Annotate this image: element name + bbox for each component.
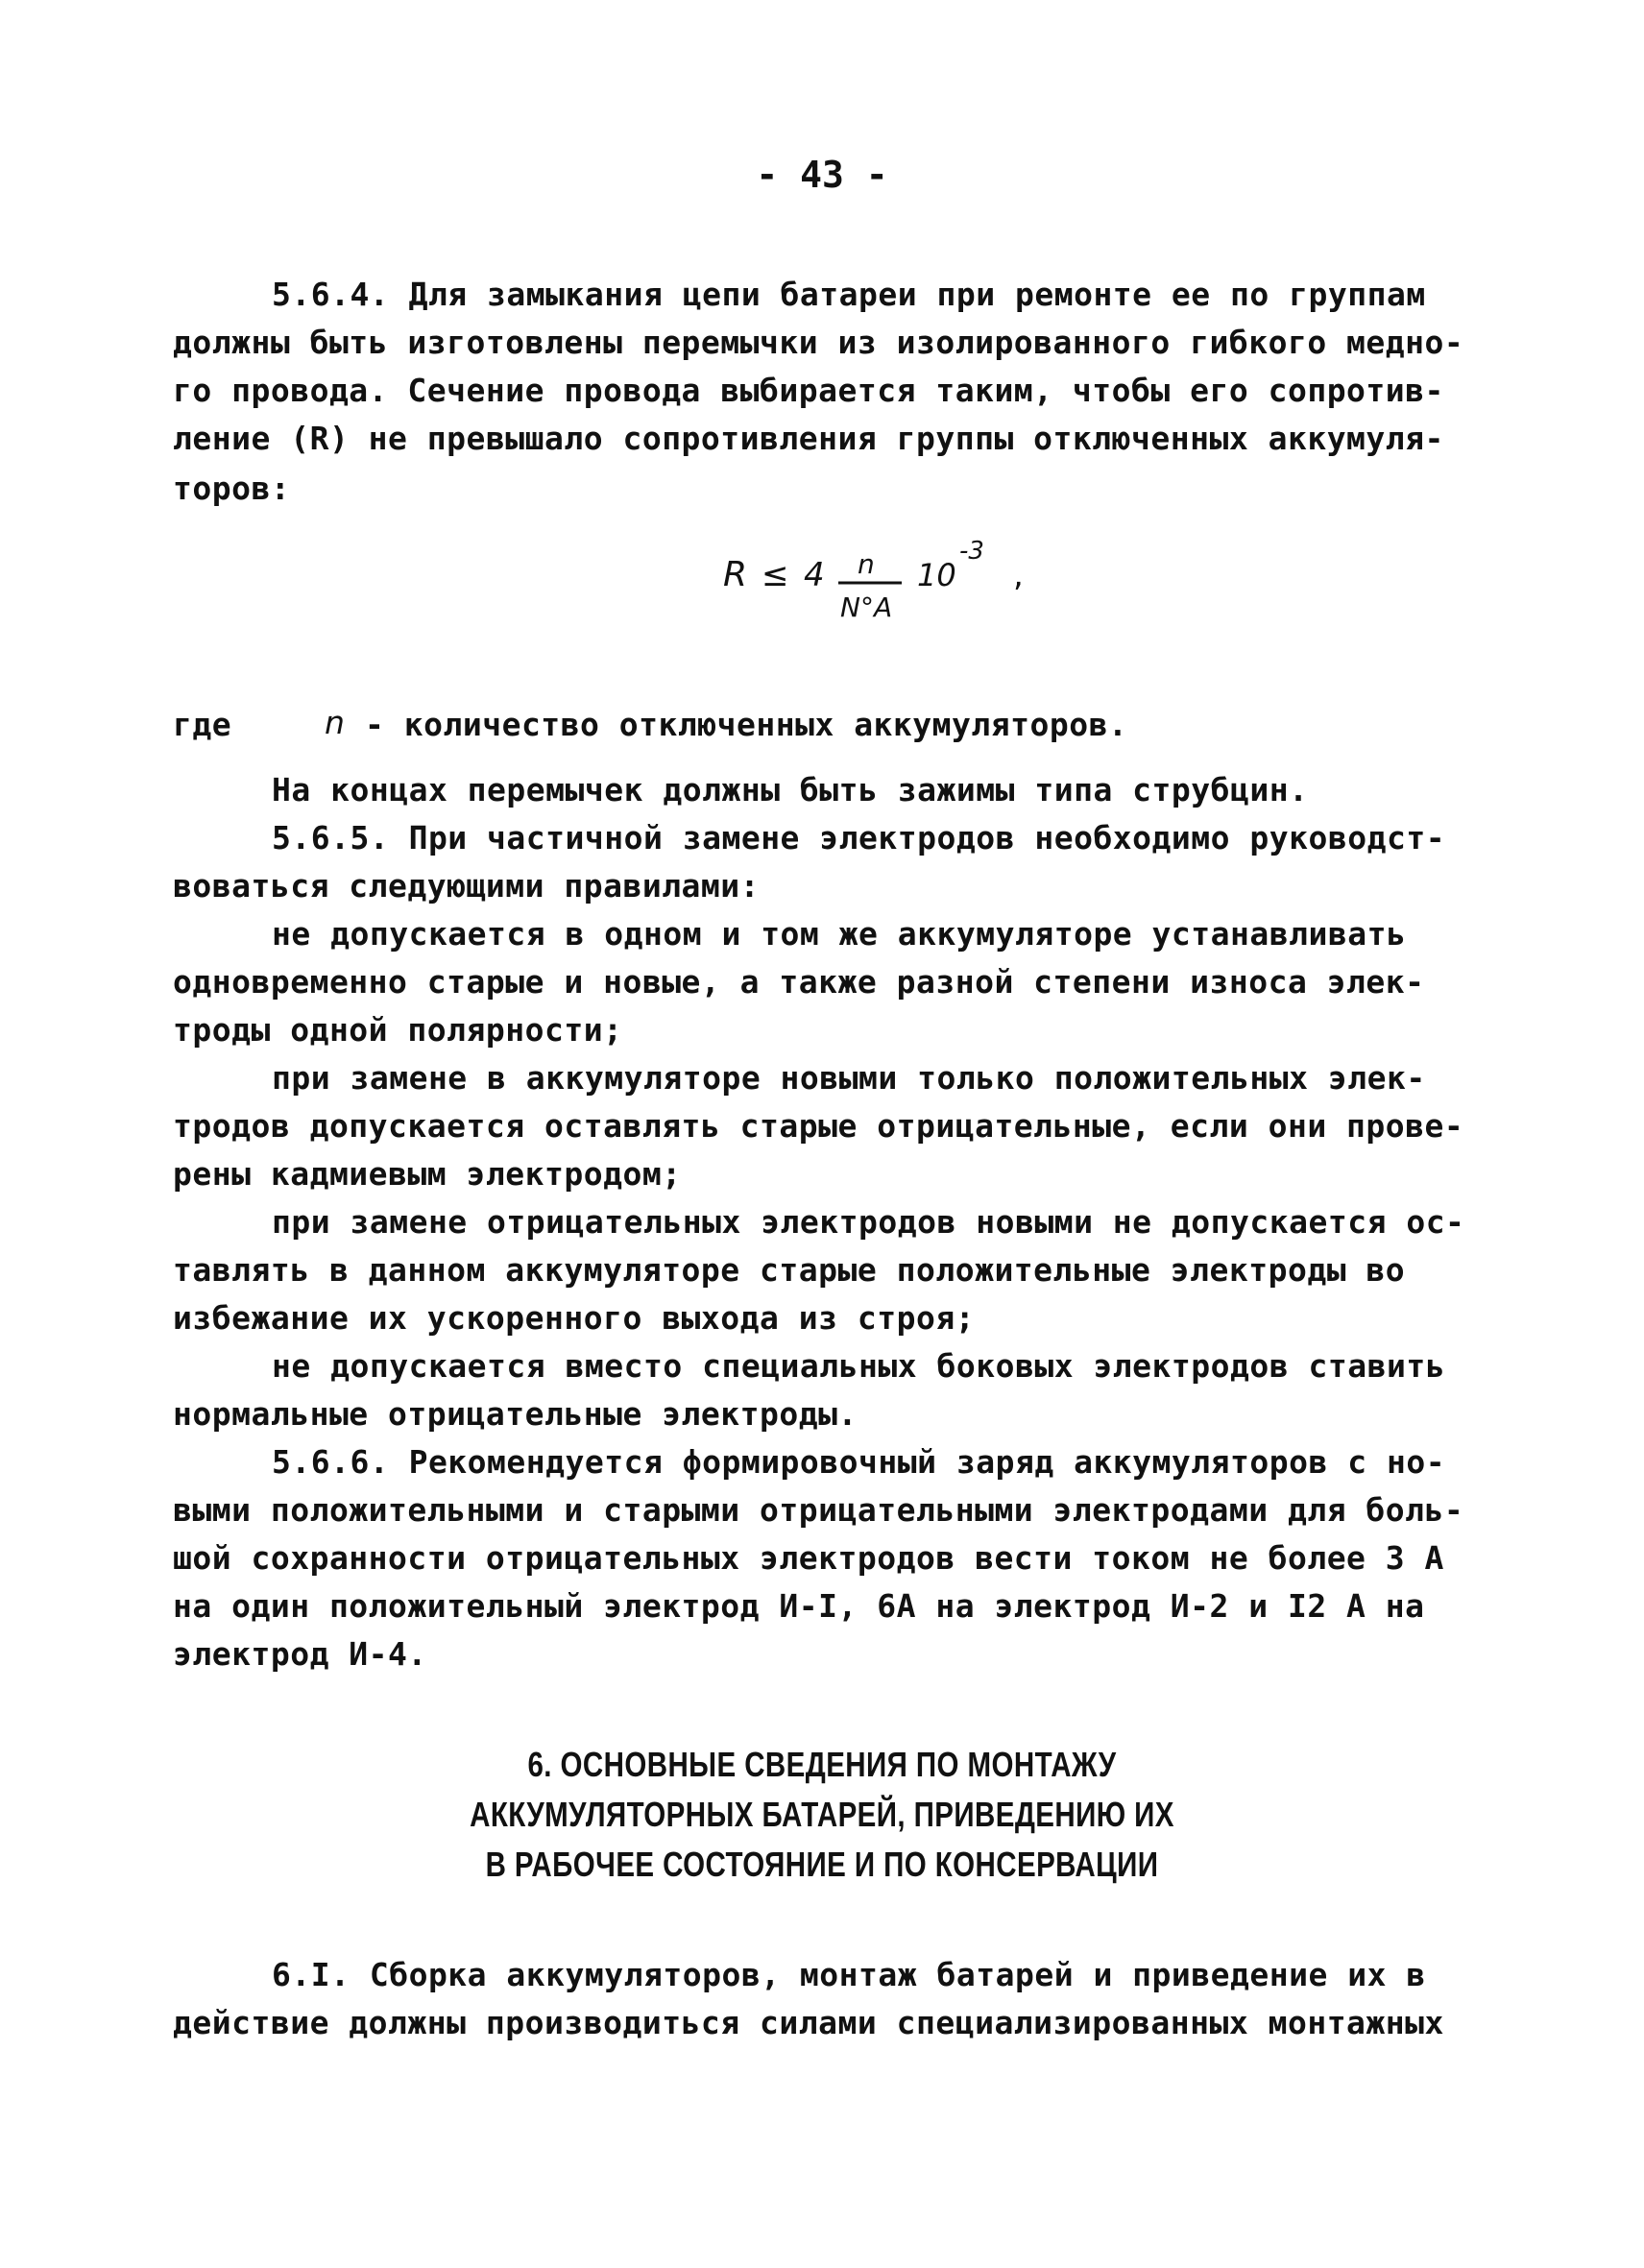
rule-2-line-1: при замене в аккумуляторе новыми только положительных элек- [272, 1059, 1426, 1097]
paragraph-5-6-4-line-4: ление (R) не превышало сопротивления группы отключенных аккумуля- [173, 420, 1444, 457]
formula-lhs: R [723, 555, 748, 594]
where-word: где [173, 706, 232, 743]
rule-3-line-1: при замене отрицательных электродов новыми не допускается ос- [272, 1203, 1465, 1241]
paragraph-5-6-5-line-2: воваться следующими правилами: [173, 867, 761, 905]
paragraph-5-6-6-line-5: электрод И-4. [173, 1635, 427, 1673]
paragraph-5-6-5-line-1: 5.6.5. При частичной замене электродов необходимо руководст- [272, 819, 1446, 857]
paragraph-5-6-6-line-4: на один положительный электрод И-I, 6А на электрод И-2 и I2 А на [173, 1587, 1425, 1625]
rule-4-line-1: не допускается вместо специальных боковых электродов ставить [272, 1347, 1446, 1385]
rule-4-line-2: нормальные отрицательные электроды. [173, 1395, 858, 1433]
formula-denominator: N°A [840, 591, 893, 623]
rule-1-line-2: одновременно старые и новые, а также разной степени износа элек- [173, 963, 1425, 1001]
paragraph-6-1-line-1: 6.I. Сборка аккумуляторов, монтаж батарей и приведение их в [272, 1956, 1426, 1993]
section-6-heading-line-1: 6. ОСНОВНЫЕ СВЕДЕНИЯ ПО МОНТАЖУ [527, 1745, 1117, 1784]
paragraph-5-6-6-line-1: 5.6.6. Рекомендуется формировочный заряд аккумуляторов с но- [272, 1443, 1446, 1481]
paragraph-5-6-4-line-2: должны быть изготовлены перемычки из изолированного гибкого медно- [173, 324, 1464, 361]
formula-trailing-comma: , [1013, 556, 1024, 594]
rule-1-line-1: не допускается в одном и том же аккумуляторе устанавливать [272, 915, 1407, 953]
paragraph-6-1-line-2: действие должны производиться силами специализированных монтажных [173, 2004, 1444, 2041]
formula-exponent: -3 [959, 537, 984, 566]
formula-coefficient: 4 [804, 556, 825, 594]
where-variable [325, 704, 346, 741]
rule-2-line-3: рены кадмиевым электродом; [173, 1155, 682, 1193]
section-6-heading-line-2: АККУМУЛЯТОРНЫХ БАТАРЕЙ, ПРИВЕДЕНИЮ ИХ [470, 1795, 1174, 1834]
rule-3-line-2: тавлять в данном аккумуляторе старые положительные электроды во [173, 1251, 1406, 1289]
where-definition: - количество отключенных аккумуляторов. [365, 706, 1128, 743]
rule-2-line-2: тродов допускается оставлять старые отрицательные, если они прове- [173, 1107, 1464, 1145]
rule-1-line-3: троды одной полярности; [173, 1011, 623, 1049]
formula-base: 10 [917, 557, 956, 593]
resistance-formula [715, 537, 1061, 634]
paragraph-5-6-4-line-1: 5.6.4. Для замыкания цепи батареи при ремонте ее по группам [272, 276, 1426, 313]
page-number: - 43 - [756, 154, 888, 196]
formula-relation: ≤ [762, 556, 789, 594]
paragraph-5-6-4-line-3: го провода. Сечение провода выбирается таким, чтобы его сопротив- [173, 372, 1444, 409]
paragraph-5-6-4-line-5: торов: [173, 470, 291, 507]
section-6-heading-line-3: В РАБОЧЕЕ СОСТОЯНИЕ И ПО КОНСЕРВАЦИИ [485, 1845, 1159, 1884]
paragraph-5-6-6-line-3: шой сохранности отрицательных электродов вести током не более 3 А [173, 1539, 1444, 1577]
formula-numerator: n [858, 548, 875, 580]
paragraph-5-6-6-line-2: выми положительными и старыми отрицательными электродами для боль- [173, 1491, 1464, 1529]
where-variable-n: n [325, 704, 346, 741]
paragraph-clamps: На концах перемычек должны быть зажимы типа струбцин. [272, 771, 1309, 808]
rule-3-line-3: избежание их ускоренного выхода из строя; [173, 1299, 976, 1337]
